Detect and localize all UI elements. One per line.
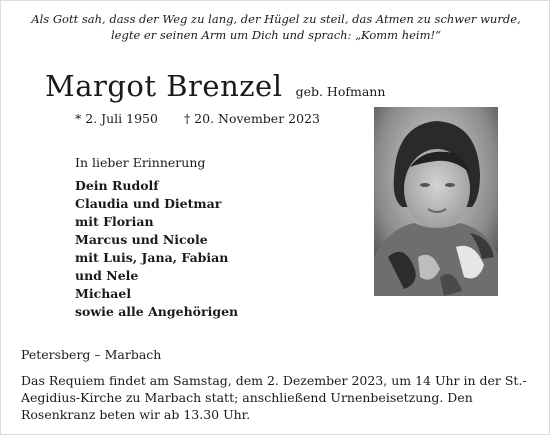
death-date: † 20. November 2023 (183, 111, 320, 126)
service-details: Das Requiem findet am Samstag, dem 2. Dezember 2023, um 14 Uhr in der St.-Aegidius-Kirche zu Marbach statt; anschließend Urnenbeisetzung. Den Rosenkranz beten wir ab 13.30 Uhr. (21, 373, 527, 422)
mourner-line: mit Luis, Jana, Fabian (75, 250, 229, 265)
quote-line-1: Als Gott sah, dass der Weg zu lang, der Hügel zu steil, das Atmen zu schwer wurde, (31, 12, 521, 26)
mourner-line: Michael (75, 286, 132, 301)
memorial-quote (21, 11, 531, 43)
birth-date: * 2. Juli 1950 (75, 111, 158, 126)
portrait-photo (374, 107, 498, 296)
deceased-name-row (45, 69, 385, 103)
maiden-name: geb. Hofmann (295, 84, 386, 99)
quote-line-2: legte er seinen Arm um Dich und sprach: „Komm heim!“ (110, 28, 442, 42)
life-dates (75, 111, 320, 126)
mourner-line: mit Florian (75, 214, 154, 229)
mourner-line: Dein Rudolf (75, 178, 159, 193)
mourner-line: Marcus und Nicole (75, 232, 208, 247)
mourners-block (75, 155, 238, 321)
mourner-line: sowie alle Angehörigen (75, 304, 239, 319)
mourner-line: Claudia und Dietmar (75, 196, 222, 211)
mourner-line: und Nele (75, 268, 139, 283)
deceased-name: Margot Brenzel (45, 69, 283, 103)
place-of-residence: Petersberg – Marbach (21, 347, 162, 362)
mourners-intro: In lieber Erinnerung (75, 155, 206, 170)
